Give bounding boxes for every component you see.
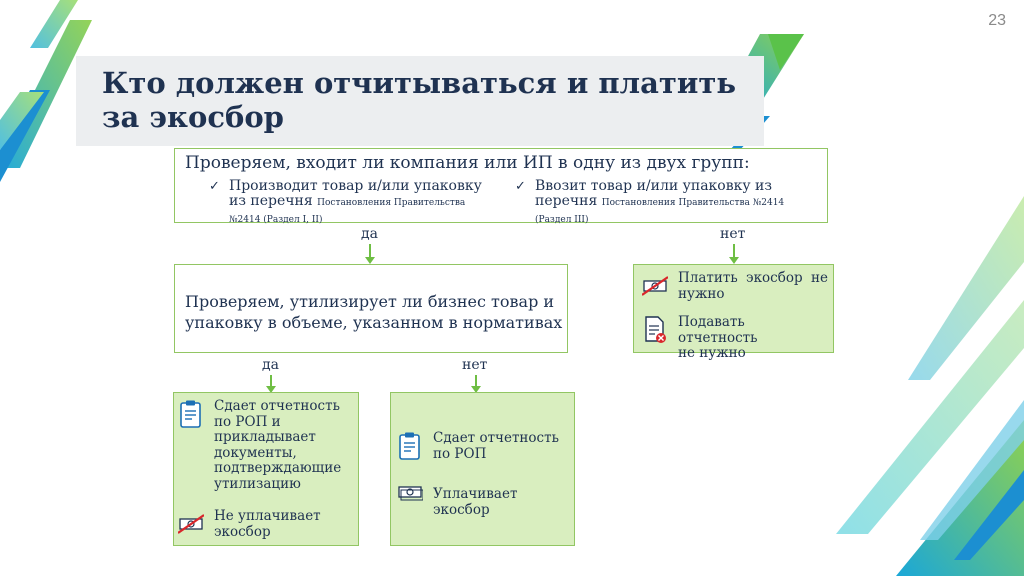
document-cross-icon (642, 315, 668, 345)
no-fee-row (642, 271, 828, 302)
question1-box (174, 148, 828, 223)
question2-text: Проверяем, утилизирует ли бизнес товар и упаковку в объеме, указанном в нормативах (185, 292, 563, 332)
no-fee-row-2 (397, 479, 573, 518)
no-label-2: нет (462, 357, 488, 373)
yes-fee-row (178, 509, 348, 540)
money-crossed-icon (642, 271, 668, 301)
page-number: 23 (988, 12, 1006, 29)
yes-fee-text: Не уплачивает экосбор (214, 508, 321, 540)
clipboard-icon (397, 431, 423, 461)
recycles-yes-box (173, 392, 359, 546)
option-produces (209, 179, 485, 228)
option-imports-note: Постановления Правительства №2414 (Раздел III) (535, 198, 785, 225)
recycles-no-box (390, 392, 575, 546)
option-imports (515, 179, 785, 228)
no-report-line2: не нужно (678, 345, 746, 361)
question2-box (174, 264, 568, 353)
option-produces-main: Производит товар и/или упаковку из перечня (229, 178, 482, 209)
money-crossed-icon (178, 509, 204, 539)
no-fee-line2: нужно (678, 285, 725, 302)
option-produces-note: Постановления Правительства №2414 (Раздел I, II) (229, 198, 466, 225)
no-fee-text: Уплачивает экосбор (433, 486, 518, 518)
money-icon (397, 479, 423, 509)
arrow-yes-2 (270, 375, 272, 387)
arrow-yes-1 (369, 244, 371, 258)
no-report-row (642, 315, 828, 362)
clipboard-icon (178, 399, 204, 429)
no-report-row-2 (397, 431, 567, 462)
no-report-text: Сдает отчетность по РОП (433, 430, 559, 462)
option-imports-main: Ввозит товар и/или упаковку из перечня (535, 178, 773, 209)
no-label-1: нет (720, 226, 746, 242)
check-icon: ✓ (515, 179, 526, 194)
yes-report-text: Сдает отчетность по РОП и прикладывает документы, подтверждающие утилизацию (214, 398, 342, 492)
yes-label-1: да (361, 226, 378, 242)
no-group-box (633, 264, 834, 361)
yes-report-row (178, 399, 348, 492)
arrow-no-1 (733, 244, 735, 258)
no-report-line1: Подавать отчетность (678, 314, 758, 346)
question1-text: Проверяем, входит ли компания или ИП в одну из двух групп: (185, 153, 750, 173)
check-icon: ✓ (209, 179, 220, 194)
yes-label-2: да (262, 357, 279, 373)
arrow-no-2 (475, 375, 477, 387)
slide-title: Кто должен отчитываться и платить за экосбор (102, 66, 737, 134)
no-fee-line1: Платить экосбор не (678, 270, 828, 286)
